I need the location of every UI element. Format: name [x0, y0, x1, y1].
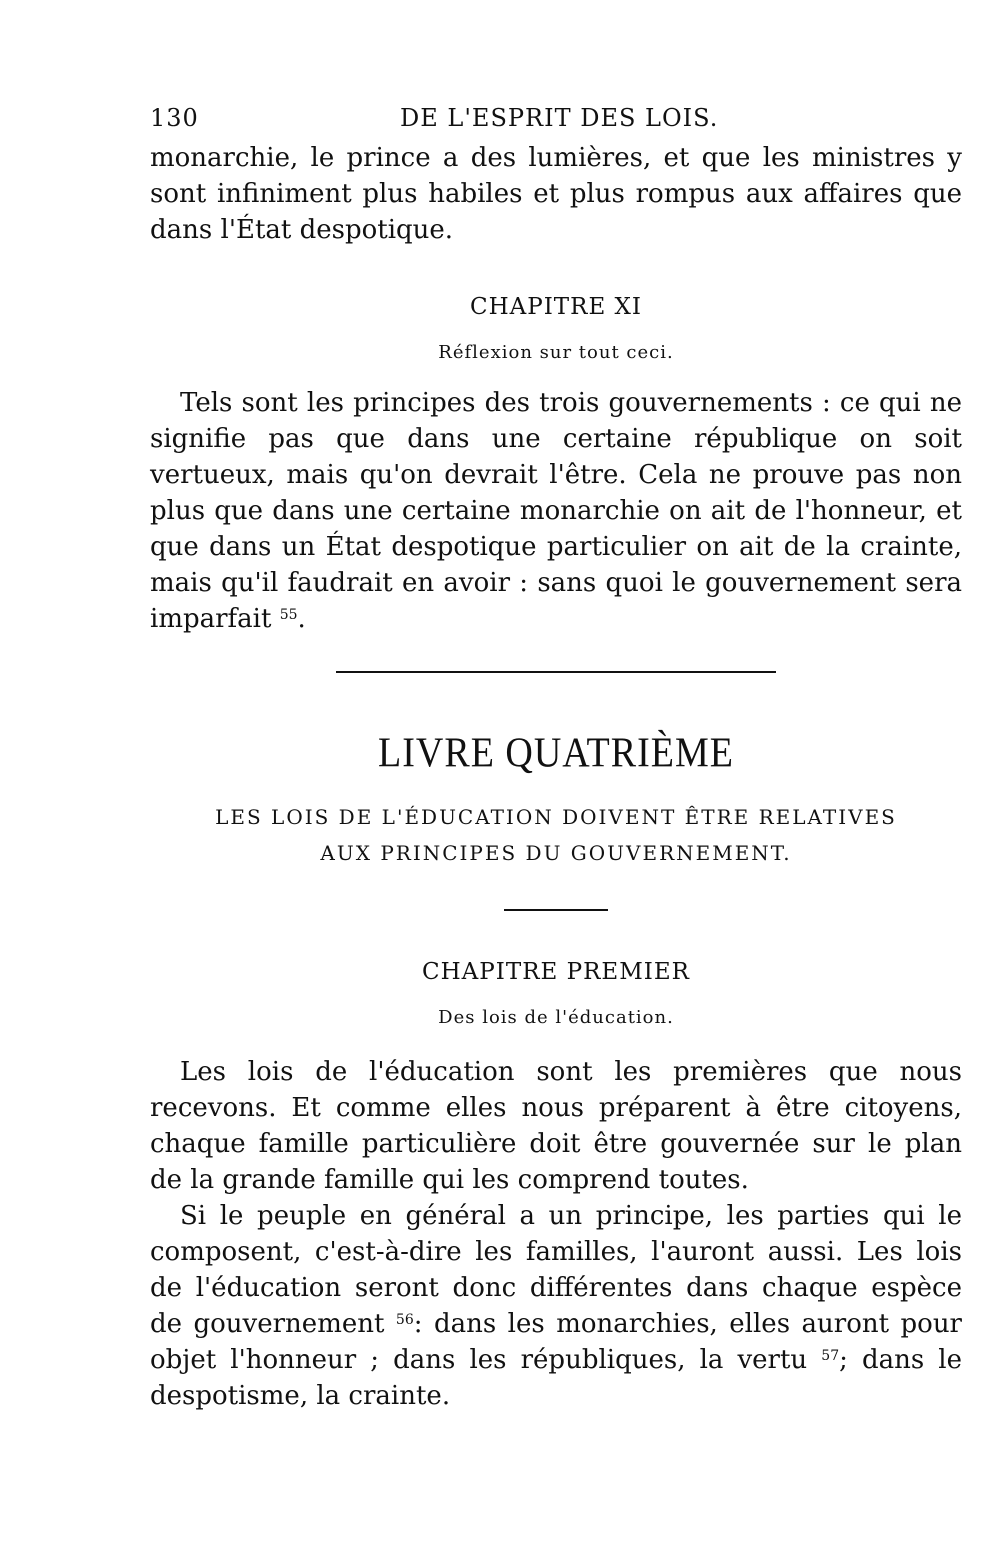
book-page [150, 104, 962, 1414]
chapter-xi-paragraph-end: . [297, 604, 306, 634]
book-four-subtitle-line1: LES LOIS DE L'ÉDUCATION DOIVENT ÊTRE RELATIVES [215, 805, 897, 829]
chapter-one-heading: CHAPITRE PREMIER [422, 959, 690, 985]
opening-paragraph: monarchie, le prince a des lumières, et que les ministres y sont infiniment plus habiles et plus rompus aux affaires que dans l'État despotique. [150, 143, 962, 245]
chapter-xi-paragraph [150, 385, 962, 637]
chapter-one-paragraph-2-part3: ; dans le despotisme, la crainte. [150, 1345, 963, 1411]
footnote-ref-55: 55 [279, 607, 298, 623]
footnote-ref-57: 57 [821, 1348, 840, 1364]
chapter-one-paragraph-2-part1: Si le peuple en général a un principe, les parties qui le composent, c'est-à-dire les familles, l'auront aussi. Les lois de l'éducation seront donc différentes dans chaque espèce de gouvernement [150, 1201, 962, 1339]
chapter-one-paragraph-1: Les lois de l'éducation sont les premières que nous recevons. Et comme elles nous préparent à être citoyens, chaque famille particulière doit être gouvernée sur le plan de la grande famille qui les comprend toutes. [150, 1057, 962, 1195]
footnote-ref-56: 56 [395, 1312, 414, 1328]
chapter-xi-paragraph-text: Tels sont les principes des trois gouvernements : ce qui ne signifie pas que dans une certaine république on soit vertueux, mais qu'on devrait l'être. Cela ne prouve pas non plus que dans une certaine monarchie on ait de l'honneur, et que dans un État despotique particulier on ait de la crainte, mais qu'il faudrait en avoir : sans quoi le gouvernement sera imparfait [150, 388, 962, 634]
chapter-one-paragraph-2 [150, 1198, 962, 1414]
chapter-one-subtitle: Des lois de l'éducation. [438, 1007, 674, 1028]
book-four-subtitle-line2: AUX PRINCIPES DU GOUVERNEMENT. [320, 841, 792, 865]
chapter-xi-heading: CHAPITRE XI [469, 294, 643, 320]
chapter-one-paragraph-2-part2: : dans les monarchies, elles auront pour objet l'honneur ; dans les républiques, la vertu [150, 1309, 962, 1375]
running-title: DE L'ESPRIT DES LOIS. [400, 104, 719, 132]
book-four-title: LIVRE QUATRIÈME [378, 729, 734, 777]
chapter-xi-subtitle: Réflexion sur tout ceci. [438, 342, 674, 363]
page-number: 130 [150, 104, 199, 132]
running-head [150, 104, 962, 140]
